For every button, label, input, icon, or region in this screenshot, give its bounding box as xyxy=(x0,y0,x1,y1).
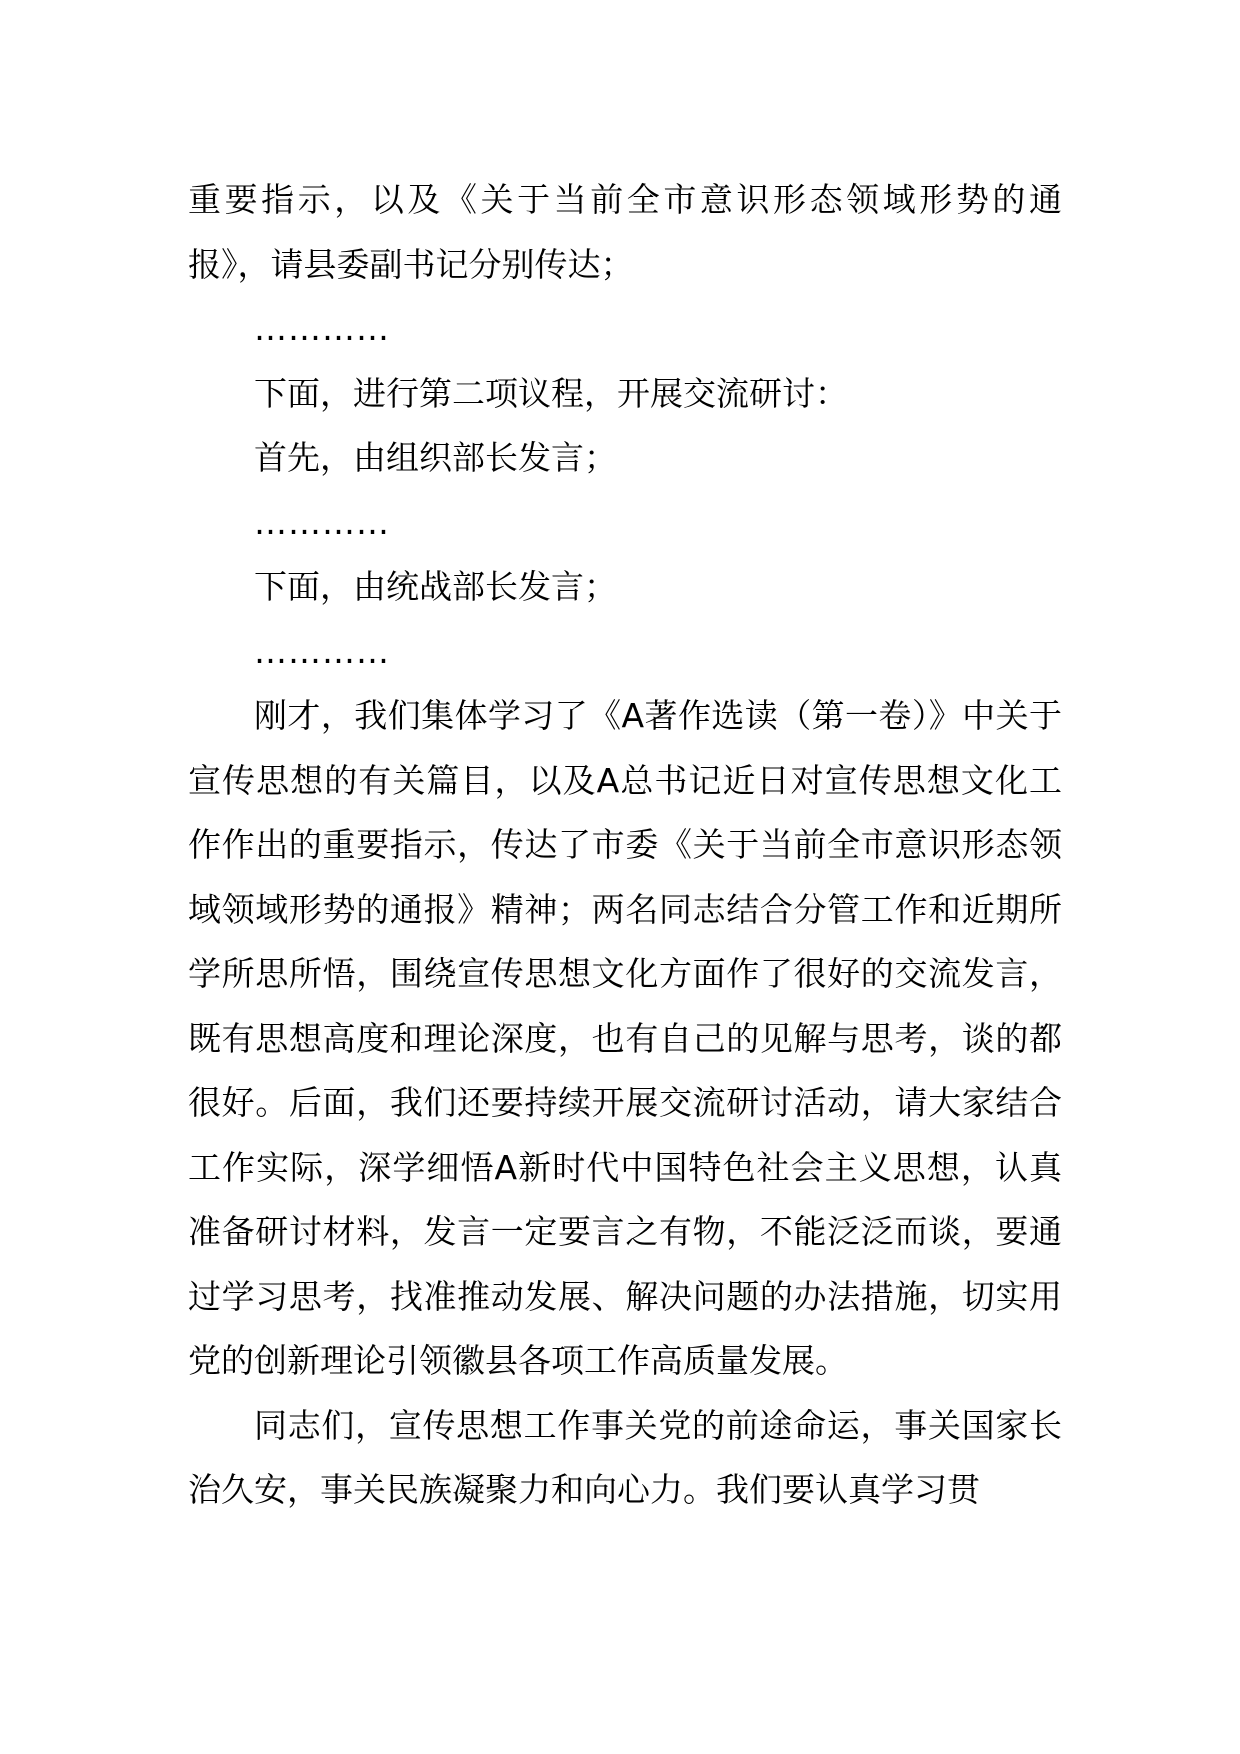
paragraph-summary: 刚才，我们集体学习了《A著作选读（第一卷）》中关于宣传思想的有关篇目，以及A总书记近日对宣传思想文化工作作出的重要指示，传达了市委《关于当前全市意识形态领域领域形势的通报》精神；两名同志结合分管工作和近期所学所思所悟，围绕宣传思想文化方面作了很好的交流发言，既有思想高度和理论深度，也有自己的见解与思考，谈的都很好。后面，我们还要持续开展交流研讨活动，请大家结合工作实际，深学细悟A新时代中国特色社会主义思想，认真准备研讨材料，发言一定要言之有物，不能泛泛而谈，要通过学习思考，找准推动发展、解决问题的办法措施，切实用党的创新理论引领徽县各项工作高质量发展。 xyxy=(188,696,1062,1380)
ellipsis-line-2: ………… xyxy=(254,502,390,542)
paragraph-agenda-item-2: 下面，进行第二项议程，开展交流研讨： xyxy=(254,373,848,413)
paragraph-1: 重要指示，以及《关于当前全市意识形态领域形势的通报》，请县委副书记分别传达； xyxy=(188,180,1062,284)
paragraph-organization-speech: 首先，由组织部长发言； xyxy=(254,438,617,477)
ellipsis-line-1: ………… xyxy=(254,309,390,348)
document-body xyxy=(188,168,1062,1523)
ellipsis-line-3: ………… xyxy=(254,631,390,671)
paragraph-united-front-speech: 下面，由统战部长发言； xyxy=(254,567,617,606)
paragraph-comrades: 同志们，宣传思想工作事关党的前途命运，事关国家长治久安，事关民族凝聚力和向心力。我们要认真学习贯 xyxy=(188,1405,1062,1509)
